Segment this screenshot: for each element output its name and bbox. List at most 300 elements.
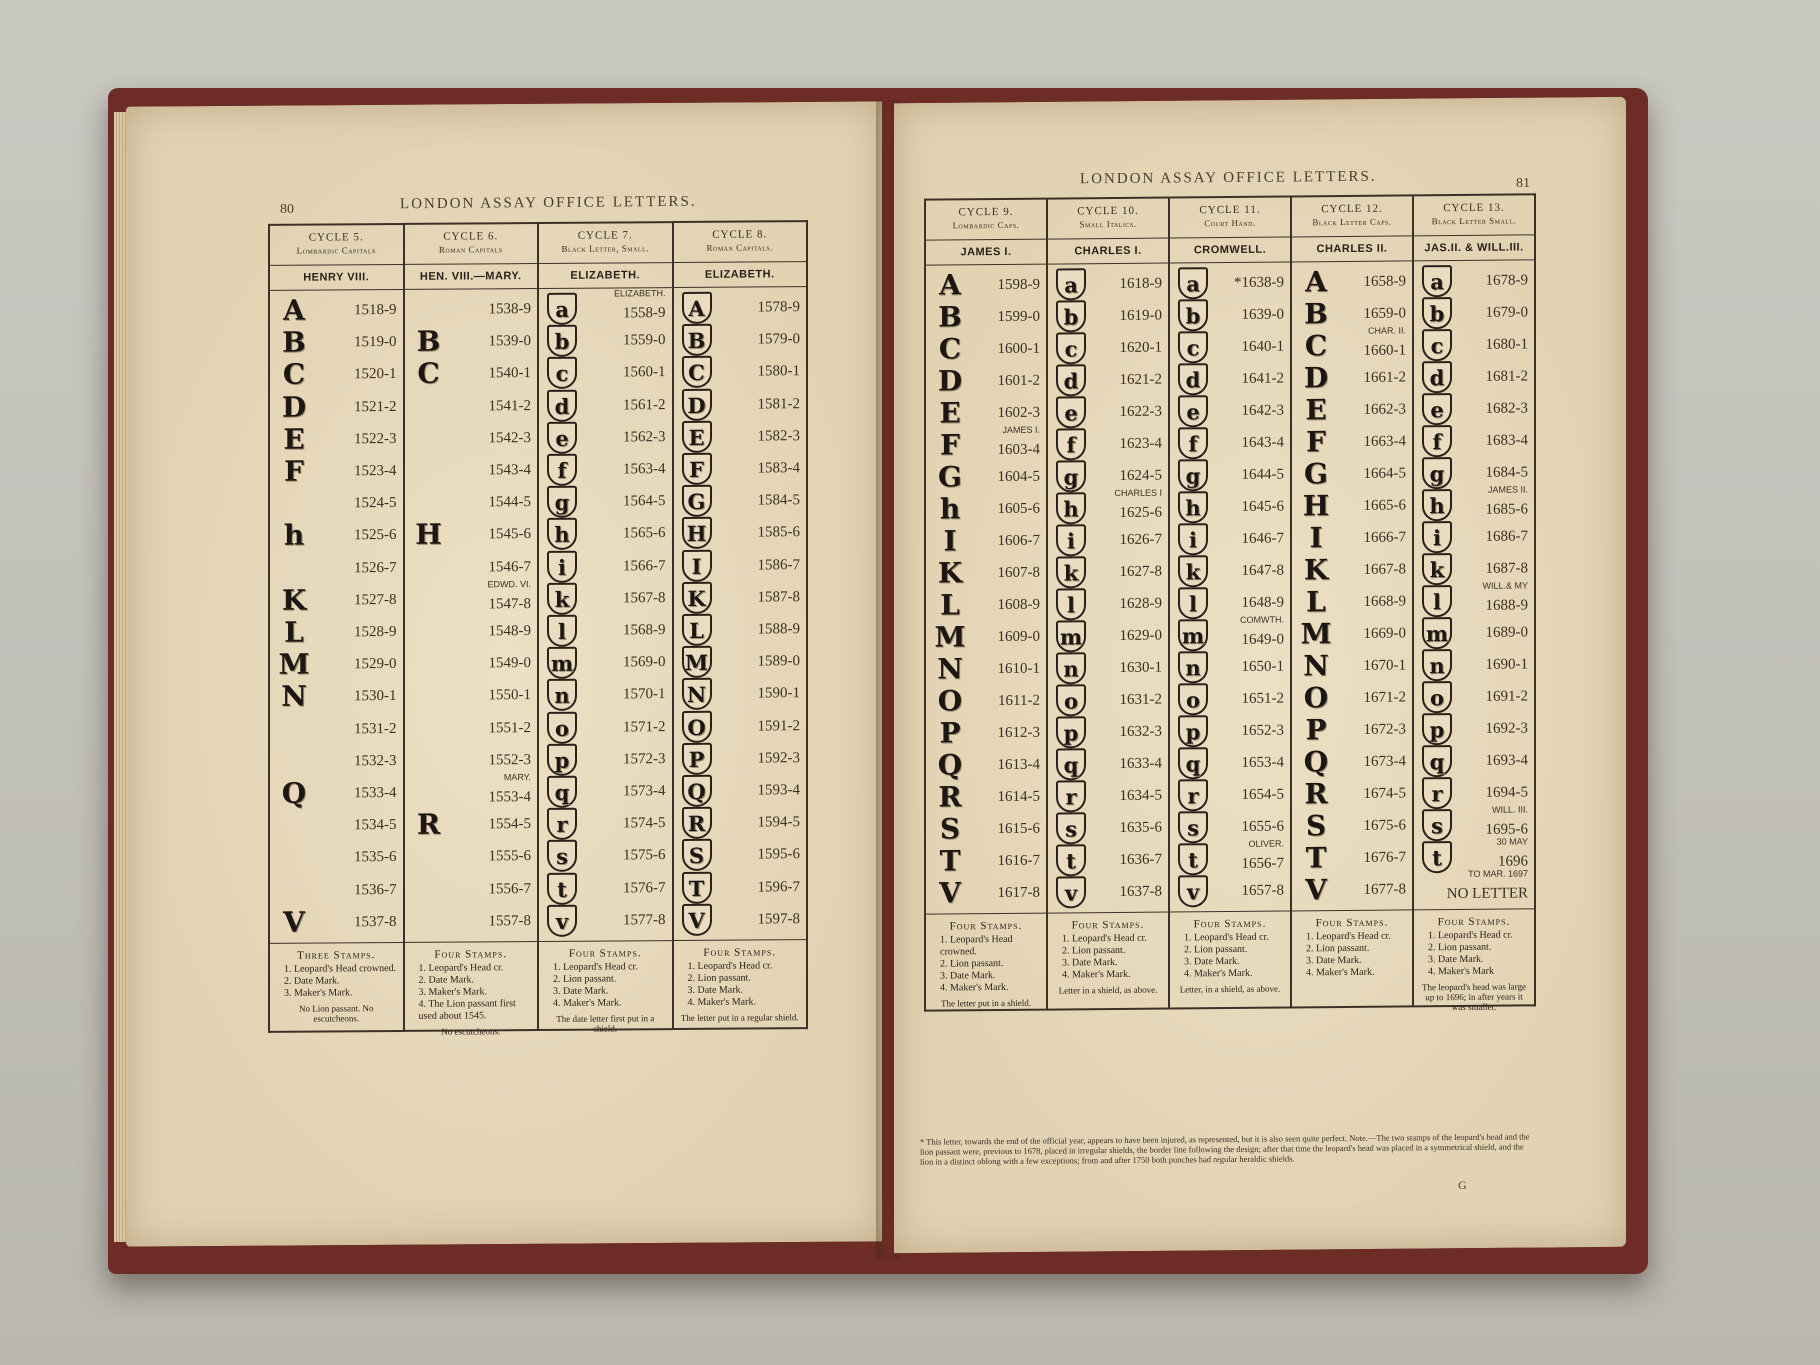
date-row <box>1048 780 1168 813</box>
date-row <box>1170 298 1290 331</box>
date-letter: V <box>1305 873 1327 907</box>
stamps-heading: Four Stamps. <box>703 946 777 959</box>
cycle-column <box>925 199 1047 1011</box>
year-range: 1629-0 <box>1119 627 1162 644</box>
date-row <box>270 809 403 842</box>
date-row <box>1170 746 1290 779</box>
date-letter: o <box>547 711 577 743</box>
cycle-rows <box>405 289 538 942</box>
left-page-number: 80 <box>280 202 294 217</box>
year-range: 1538-9 <box>488 301 531 318</box>
date-row <box>1292 553 1412 586</box>
stamp-item: 1. Leopard's Head cr. <box>1184 931 1269 944</box>
cycle-footer <box>1292 909 1412 1006</box>
date-row <box>1048 364 1168 397</box>
stamp-item: 3. Date Mark. <box>1306 954 1362 967</box>
year-range: 1640-1 <box>1241 338 1284 355</box>
date-row <box>270 680 403 713</box>
reign-note: JAMES II. <box>1487 484 1528 495</box>
date-letter: B <box>282 325 306 359</box>
year-range: 1665-6 <box>1363 497 1406 514</box>
date-row <box>674 388 807 421</box>
year-range: 1647-8 <box>1241 562 1284 579</box>
cycle-monarch: HEN. VIII.—MARY. <box>405 264 538 290</box>
cycle-monarch: HENRY VIII. <box>270 265 403 291</box>
stamps-note: No Lion passant. No escutcheons. <box>299 1003 374 1024</box>
left-running-head: LONDON ASSAY OFFICE LETTERS. <box>399 193 697 213</box>
cycle-header <box>674 222 807 263</box>
year-range: 1554-5 <box>488 816 531 833</box>
year-range: 1692-3 <box>1485 720 1528 737</box>
cycle-monarch: JAMES I. <box>926 240 1046 266</box>
year-range: 1610-1 <box>997 660 1040 678</box>
date-row <box>1292 745 1412 778</box>
date-letter: C <box>1304 329 1328 363</box>
year-range: 1636-7 <box>1119 851 1162 868</box>
date-letter: i <box>1422 521 1452 553</box>
year-range: 1675-6 <box>1363 817 1406 834</box>
cycle-column <box>404 223 539 1037</box>
date-row <box>1170 426 1290 459</box>
date-row <box>539 356 672 389</box>
cycle-footer <box>674 939 807 1028</box>
date-row <box>270 423 403 456</box>
date-row <box>926 269 1046 302</box>
year-range: 1580-1 <box>757 363 800 380</box>
right-assay-table <box>924 193 1536 1011</box>
stamps-note: No escutcheons. <box>441 1026 501 1037</box>
year-range: 1589-0 <box>757 653 800 670</box>
year-range: 1602-3 <box>997 404 1040 422</box>
date-row <box>270 391 403 424</box>
date-row <box>270 777 403 810</box>
date-row <box>1292 841 1412 874</box>
date-row <box>405 578 538 616</box>
cycle-footer <box>270 942 403 1031</box>
year-range: 1574-5 <box>623 815 666 832</box>
stamp-item: 1. Leopard's Head cr. <box>1428 929 1513 942</box>
date-row <box>1292 521 1412 554</box>
date-row <box>1170 838 1290 875</box>
date-letter: f <box>1056 428 1086 460</box>
year-range: 1543-4 <box>488 462 531 479</box>
year-range: 1652-3 <box>1241 722 1284 739</box>
reign-note: WILL.& MY <box>1482 580 1528 591</box>
year-range: 1609-0 <box>997 628 1040 646</box>
year-range: 1566-7 <box>623 557 666 575</box>
reign-note: JAMES I. <box>1002 424 1040 435</box>
date-letter: c <box>1056 332 1086 364</box>
year-range: 1588-9 <box>757 621 800 638</box>
date-letter: Q <box>682 775 712 807</box>
date-row <box>926 333 1046 366</box>
date-row <box>1170 266 1290 299</box>
year-range: 1633-4 <box>1119 755 1162 772</box>
year-range: 1626-7 <box>1119 531 1162 548</box>
date-letter: m <box>1178 619 1208 651</box>
year-range: 1659-0 <box>1363 305 1406 322</box>
cycle-title: CYCLE 8. <box>712 228 768 241</box>
date-row <box>539 614 672 647</box>
date-row <box>1048 876 1168 909</box>
year-range: 1573-4 <box>623 783 666 800</box>
date-row <box>1292 777 1412 810</box>
date-row <box>405 454 538 487</box>
date-row <box>1414 520 1534 553</box>
date-letter: E <box>283 422 305 456</box>
year-range: 1666-7 <box>1363 529 1406 546</box>
left-assay-table <box>268 220 808 1037</box>
date-row <box>1292 681 1412 714</box>
date-letter: a <box>1056 268 1086 300</box>
cycle-monarch: CROMWELL. <box>1170 237 1290 263</box>
date-row <box>926 653 1046 686</box>
date-letter: r <box>1178 779 1208 811</box>
stamps-heading: Four Stamps. <box>568 947 642 960</box>
year-range: 1664-5 <box>1363 465 1406 482</box>
year-range: 1612-3 <box>997 724 1040 742</box>
date-letter: q <box>1178 747 1208 779</box>
date-letter: n <box>1056 652 1086 684</box>
date-row <box>270 294 403 327</box>
date-letter: d <box>1056 364 1086 396</box>
date-letter: m <box>547 647 577 679</box>
date-row <box>926 557 1046 590</box>
year-range: 1564-5 <box>623 493 666 510</box>
date-row <box>270 487 403 520</box>
year-range: 1575-6 <box>623 847 666 864</box>
date-row <box>926 589 1046 622</box>
date-row <box>405 905 538 938</box>
date-row <box>926 781 1046 814</box>
year-range: 1548-9 <box>488 623 531 640</box>
year-range: 1641-2 <box>1241 370 1284 387</box>
date-letter: t <box>1422 841 1452 873</box>
date-row <box>1048 620 1168 653</box>
year-range: 1527-8 <box>354 591 397 609</box>
date-letter: D <box>1303 361 1329 395</box>
date-letter: T <box>682 871 712 903</box>
stamp-item: 2. Date Mark. <box>418 974 475 986</box>
date-row <box>270 519 403 552</box>
year-range: 1646-7 <box>1241 530 1284 547</box>
date-letter: H <box>415 518 442 552</box>
date-row <box>1414 424 1534 457</box>
stamp-item: 4. Maker's Mark. <box>940 981 1009 994</box>
date-letter: K <box>937 556 963 590</box>
date-row <box>1048 812 1168 845</box>
year-range: 1593-4 <box>757 782 800 799</box>
date-row <box>674 356 807 389</box>
date-row <box>674 613 807 646</box>
date-letter: l <box>1056 588 1086 620</box>
date-letter: E <box>939 396 961 430</box>
year-range: 1643-4 <box>1241 434 1284 451</box>
stamp-item: 4. Maker's Mark. <box>687 996 756 1008</box>
year-range: 1620-1 <box>1119 339 1162 356</box>
stamps-note: The leopard's head was large up to 1696; in after years it was smaller. <box>1422 981 1526 1013</box>
date-letter: V <box>283 905 305 939</box>
date-row <box>1170 362 1290 395</box>
reign-note: EDWD. VI. <box>487 578 531 590</box>
year-range: 1614-5 <box>997 788 1040 806</box>
date-letter: K <box>281 583 307 617</box>
right-page-number: 81 <box>1516 176 1530 191</box>
date-row <box>1170 650 1290 683</box>
stamps-note: The letter put in a shield. <box>941 997 1031 1009</box>
cycle-rows <box>1048 264 1168 913</box>
date-letter: H <box>1302 489 1330 523</box>
year-range: 1586-7 <box>757 556 800 574</box>
date-letter: p <box>1422 713 1452 745</box>
date-letter: G <box>682 485 712 517</box>
date-letter: O <box>682 710 712 742</box>
stamp-item: 1. Leopard's Head cr. <box>418 962 504 974</box>
date-letter: n <box>1422 649 1452 681</box>
date-row <box>1170 458 1290 491</box>
year-range: NO LETTER TO MAR. 1697 <box>1446 868 1528 903</box>
cycle-title: CYCLE 9. <box>958 205 1014 219</box>
date-row <box>1048 268 1168 301</box>
date-letter: b <box>1422 297 1452 329</box>
date-letter: D <box>682 388 712 420</box>
date-letter: e <box>547 422 577 454</box>
year-range: 1532-3 <box>354 752 397 770</box>
year-range: 1693-4 <box>1485 752 1528 769</box>
year-range: 1521-2 <box>354 398 397 415</box>
date-letter: M <box>278 647 310 681</box>
date-letter: R <box>1304 777 1328 811</box>
date-row <box>674 291 807 324</box>
year-range: 1524-5 <box>354 495 397 512</box>
date-row <box>1170 778 1290 811</box>
year-range: 1558-9 ELIZABETH. <box>613 288 666 322</box>
date-letter: L <box>940 588 960 622</box>
year-range: 1535-6 <box>354 849 397 866</box>
date-letter: b <box>1056 300 1086 332</box>
cycle-rows <box>270 290 403 943</box>
year-range: 1695-6 WILL. III. <box>1485 804 1528 838</box>
year-range: 1596-7 <box>757 878 800 896</box>
date-row <box>674 323 807 356</box>
year-range: 1577-8 <box>623 911 666 929</box>
stamps-note: Letter, in a shield, as above. <box>1179 983 1281 995</box>
date-row <box>270 841 403 874</box>
date-row <box>1170 394 1290 427</box>
cycle-column <box>1047 198 1169 1010</box>
date-row <box>405 486 538 519</box>
date-row <box>926 424 1046 462</box>
year-range: 1635-6 <box>1119 819 1162 836</box>
date-letter: F <box>284 454 304 488</box>
stamp-item: 3. Date Mark. <box>1184 955 1240 968</box>
cycle-rows <box>1170 262 1290 911</box>
stamps-heading: Three Stamps. <box>297 949 376 962</box>
date-row <box>1170 714 1290 747</box>
cycle-letter-style: Roman Capitals. <box>706 242 774 253</box>
year-range: 1528-9 <box>354 623 397 641</box>
date-row <box>1292 361 1412 394</box>
date-row <box>539 550 672 583</box>
year-range: 1576-7 <box>623 879 666 897</box>
date-row <box>926 493 1046 526</box>
date-row <box>1048 716 1168 749</box>
year-range: 1547-8 EDWD. VI. <box>487 578 531 613</box>
stamps-note: Letter in a shield, as above. <box>1058 984 1158 996</box>
year-range: 1565-6 <box>623 525 666 542</box>
cycle-title: CYCLE 7. <box>577 229 633 242</box>
date-letter: q <box>1056 748 1086 780</box>
date-row <box>674 645 807 678</box>
date-letter: F <box>1306 425 1326 459</box>
cycle-letter-style: Roman Capitals <box>438 244 503 255</box>
date-row <box>1414 328 1534 361</box>
cycle-rows <box>674 287 807 940</box>
year-range: 1578-9 <box>757 299 800 316</box>
date-letter: k <box>1178 555 1208 587</box>
date-letter: g <box>1178 459 1208 491</box>
date-row <box>1292 425 1412 458</box>
stamp-item: 4. The Lion passant first used about 1545. <box>418 998 516 1022</box>
date-letter: S <box>939 812 961 846</box>
date-letter: O <box>1303 681 1329 715</box>
date-row <box>1414 360 1534 393</box>
date-row <box>1170 682 1290 715</box>
date-letter: k <box>547 583 577 615</box>
date-row <box>1292 325 1412 363</box>
date-row <box>405 712 538 745</box>
reign-note: TO MAR. 1697 <box>1468 868 1528 879</box>
cycle-letter-style: Court Hand. <box>1204 217 1256 229</box>
year-range: 1686-7 <box>1485 528 1528 545</box>
date-row <box>405 647 538 680</box>
date-letter: k <box>1056 556 1086 588</box>
year-range: 1656-7 OLIVER. <box>1241 838 1284 872</box>
date-letter: h <box>547 518 577 550</box>
year-range: 1541-2 <box>488 397 531 414</box>
year-range: 1581-2 <box>757 395 800 413</box>
year-range: 1604-5 <box>997 468 1040 486</box>
date-row <box>539 288 672 325</box>
date-letter: d <box>547 389 577 421</box>
year-range: 1533-4 <box>354 784 397 802</box>
year-range: 1523-4 <box>354 462 397 480</box>
year-range: 1676-7 <box>1363 849 1406 866</box>
cycle-letter-style: Small Italics. <box>1079 218 1137 230</box>
date-letter: v <box>1178 875 1208 907</box>
year-range: 1649-0 COMWTH. <box>1240 614 1284 648</box>
year-range: 1537-8 <box>354 913 397 931</box>
year-range: 1680-1 <box>1485 336 1528 353</box>
year-range: 1603-4 JAMES I. <box>997 424 1040 459</box>
date-row <box>539 485 672 518</box>
date-row <box>1292 809 1412 842</box>
date-row <box>405 325 538 358</box>
stamp-item: 3. Date Mark. <box>1062 956 1118 969</box>
date-row <box>674 420 807 453</box>
date-letter: q <box>1422 745 1452 777</box>
year-range: 1672-3 <box>1363 721 1406 738</box>
year-range: 1622-3 <box>1119 403 1162 420</box>
date-letter: N <box>682 678 712 710</box>
year-range: 1518-9 <box>354 301 397 319</box>
date-row <box>405 293 538 326</box>
cycle-column <box>673 221 808 1029</box>
stamp-item: 1. Leopard's Head crowned. <box>940 933 1013 958</box>
year-range: 1594-5 <box>757 814 800 831</box>
year-range: 1552-3 <box>488 751 531 769</box>
year-range: 1526-7 <box>354 559 397 576</box>
year-range: 1632-3 <box>1119 723 1162 740</box>
date-row <box>1414 648 1534 681</box>
date-letter: P <box>682 743 712 775</box>
stamp-item: 2. Lion passant. <box>687 972 751 984</box>
date-letter: g <box>1422 457 1452 489</box>
year-range: 1661-2 <box>1363 369 1406 386</box>
date-row <box>270 326 403 359</box>
date-row <box>539 775 672 808</box>
date-row <box>270 455 403 488</box>
date-letter: C <box>938 332 962 366</box>
stamps-note: The date letter first put in a shield. <box>556 1013 655 1034</box>
date-row <box>1292 393 1412 426</box>
year-range: 1673-4 <box>1363 753 1406 770</box>
date-letter: o <box>1056 684 1086 716</box>
date-row <box>1414 264 1534 297</box>
date-row <box>539 646 672 679</box>
date-letter: i <box>1056 524 1086 556</box>
year-range: 1536-7 <box>354 881 397 898</box>
date-row <box>539 421 672 454</box>
date-row <box>539 324 672 357</box>
date-letter: t <box>1178 843 1208 875</box>
cycle-header <box>270 225 403 266</box>
date-row <box>270 906 403 939</box>
stamp-item: 3. Date Mark. <box>553 985 609 997</box>
year-range: 1607-8 <box>997 564 1040 582</box>
year-range: 1556-7 <box>488 880 531 897</box>
date-letter: N <box>1303 649 1329 683</box>
date-row <box>539 453 672 486</box>
date-letter: T <box>939 844 961 878</box>
cycle-title: CYCLE 12. <box>1321 202 1383 216</box>
date-letter: E <box>682 421 712 453</box>
cycle-title: CYCLE 6. <box>443 230 499 243</box>
year-range: 1624-5 <box>1119 467 1162 484</box>
year-range: 1525-6 <box>354 527 397 544</box>
date-letter: f <box>1422 425 1452 457</box>
date-row <box>674 581 807 614</box>
date-letter: N <box>281 680 307 714</box>
date-letter: P <box>1305 713 1327 747</box>
date-row <box>405 518 538 551</box>
year-range: 1668-9 <box>1363 593 1406 610</box>
year-range: 1606-7 <box>997 532 1040 550</box>
year-range: 1691-2 <box>1485 688 1528 705</box>
year-range: 1568-9 <box>623 622 666 639</box>
date-row <box>270 874 403 907</box>
date-letter: B <box>416 324 441 359</box>
cycle-letter-style: Black Letter Caps. <box>1312 216 1392 228</box>
year-range: 1658-9 <box>1363 273 1406 290</box>
date-letter: t <box>547 872 577 904</box>
right-running-head: LONDON ASSAY OFFICE LETTERS. <box>1079 168 1377 188</box>
reign-note: ELIZABETH. <box>613 288 666 299</box>
year-range: 1657-8 <box>1241 882 1284 899</box>
stamps-heading: Four Stamps. <box>1071 918 1145 932</box>
year-range: 1637-8 <box>1119 883 1162 900</box>
date-row <box>926 461 1046 494</box>
